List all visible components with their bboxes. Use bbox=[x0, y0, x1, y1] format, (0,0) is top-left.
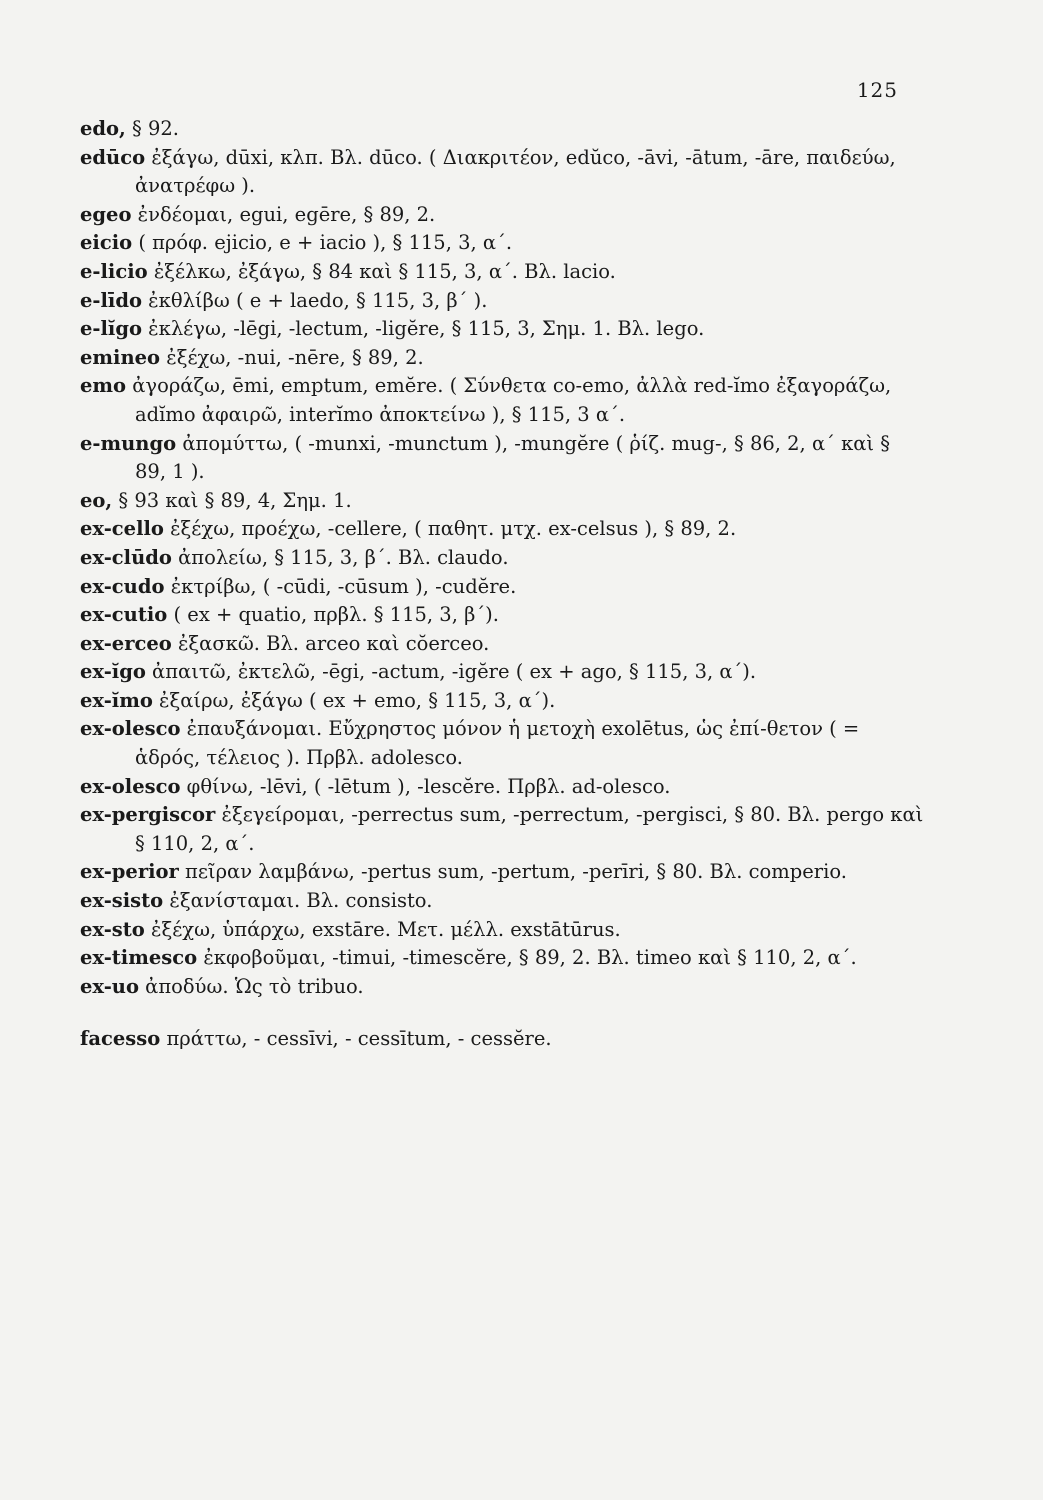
definition: ἐξεγείρομαι, -perrectus sum, -perrectum, -pergisci, § 80. Βλ. pergo καὶ § 110, 2, α΄. bbox=[135, 803, 924, 855]
headword: ex-uo bbox=[80, 974, 139, 998]
headword: edo, bbox=[80, 117, 126, 140]
definition: ἐξέχω, προέχω, -cellere, ( παθητ. μτχ. ex-celsus ), § 89, 2. bbox=[170, 517, 737, 541]
entry bbox=[80, 973, 925, 1002]
entry bbox=[80, 1025, 925, 1054]
definition: πεῖραν λαμβάνω, -pertus sum, -pertum, -perīri, § 80. Βλ. comperio. bbox=[185, 860, 847, 884]
headword: ex-cutio bbox=[80, 603, 168, 627]
definition: ἐνδέομαι, egui, egēre, § 89, 2. bbox=[137, 202, 436, 226]
entry bbox=[80, 687, 925, 716]
entry bbox=[80, 658, 925, 687]
entry bbox=[80, 229, 925, 258]
definition: ἀγοράζω, ēmi, emptum, emĕre. ( Σύνθετα co-emo, ἀλλὰ red-ĭmo ἐξαγοράζω, adĭmo ἀφαιρῶ, interĭmo ἀποκτείνω ), § 115, 3 α΄. bbox=[132, 374, 892, 426]
headword: e-līdo bbox=[80, 288, 142, 312]
definition: ἐξάγω, dūxi, κλπ. Βλ. dūco. ( Διακριτέον, edŭco, -āvi, -ātum, -āre, παιδεύω, ἀνατρέφω ). bbox=[135, 145, 896, 198]
definition: ἀπαιτῶ, ἐκτελῶ, -ēgi, -actum, -igĕre ( ex + ago, § 115, 3, α΄). bbox=[152, 660, 757, 684]
definition: ἀπομύττω, ( -munxi, -munctum ), -mungĕre ( ῥίζ. mug-, § 86, 2, α΄ καὶ § 89, 1 ). bbox=[135, 431, 891, 484]
definition: ἐκλέγω, -lēgi, -lectum, -ligĕre, § 115, 3, Σημ. 1. Βλ. lego. bbox=[148, 317, 705, 341]
entry bbox=[80, 258, 925, 287]
headword: egeo bbox=[80, 202, 132, 226]
entry bbox=[80, 944, 925, 973]
entry bbox=[80, 372, 925, 429]
definition: ἐξανίσταμαι. Βλ. consisto. bbox=[169, 889, 433, 913]
entry bbox=[80, 601, 925, 630]
entry bbox=[80, 887, 925, 916]
definition: ἀπολείω, § 115, 3, β΄. Βλ. claudo. bbox=[178, 545, 509, 569]
headword: ex-ĭmo bbox=[80, 688, 153, 712]
definition: ἀποδύω. Ὡς τὸ tribuo. bbox=[145, 974, 364, 998]
entry bbox=[80, 430, 925, 487]
entry bbox=[80, 287, 925, 316]
headword: ex-cello bbox=[80, 517, 164, 541]
definition: § 92. bbox=[132, 117, 180, 140]
entry bbox=[80, 715, 925, 772]
section-gap bbox=[80, 1001, 925, 1025]
headword: ex-ĭgo bbox=[80, 660, 146, 684]
entry bbox=[80, 315, 925, 344]
definition: ἐξέχω, ὑπάρχω, exstāre. Μετ. μέλλ. exstātūrus. bbox=[150, 917, 621, 941]
headword: ex-sisto bbox=[80, 889, 164, 913]
headword: facesso bbox=[80, 1027, 161, 1051]
definition: ἐξέλκω, ἐξάγω, § 84 καὶ § 115, 3, α΄. Βλ. lacio. bbox=[153, 259, 616, 283]
definition: ( ex + quatio, πρβλ. § 115, 3, β΄). bbox=[173, 603, 499, 627]
headword: ex-olesco bbox=[80, 774, 181, 798]
entry bbox=[80, 573, 925, 602]
headword: emineo bbox=[80, 345, 161, 369]
entry bbox=[80, 515, 925, 544]
headword: ex-pergiscor bbox=[80, 803, 216, 827]
definition: § 93 καὶ § 89, 4, Σημ. 1. bbox=[118, 488, 352, 512]
entry bbox=[80, 487, 925, 516]
entry bbox=[80, 544, 925, 573]
headword: e-lĭgo bbox=[80, 317, 142, 341]
headword: eo, bbox=[80, 488, 113, 512]
definition: ἐξαίρω, ἐξάγω ( ex + emo, § 115, 3, α΄). bbox=[159, 688, 556, 712]
entry bbox=[80, 144, 925, 201]
headword: ex-olesco bbox=[80, 717, 181, 741]
page-number: 125 bbox=[856, 78, 898, 102]
definition: ἐξέχω, -nui, -nēre, § 89, 2. bbox=[166, 345, 424, 369]
definition: ἐκφοβοῦμαι, -timui, -timescĕre, § 89, 2. Βλ. timeo καὶ § 110, 2, α΄. bbox=[203, 946, 857, 970]
entry bbox=[80, 858, 925, 887]
entry bbox=[80, 201, 925, 230]
entry bbox=[80, 916, 925, 945]
dictionary-entries bbox=[80, 115, 925, 1054]
entry bbox=[80, 801, 925, 858]
headword: ex-cudo bbox=[80, 574, 165, 598]
definition: ἐκτρίβω, ( -cūdi, -cūsum ), -cudĕre. bbox=[170, 574, 517, 598]
definition: ( πρόφ. ejicio, e + iacio ), § 115, 3, α΄. bbox=[138, 231, 513, 255]
entry bbox=[80, 344, 925, 373]
headword: ex-timesco bbox=[80, 946, 198, 970]
entry bbox=[80, 773, 925, 802]
definition: ἐπαυξάνομαι. Εὔχρηστος μόνον ἡ μετοχὴ exolētus, ὡς ἐπί-θετον ( = ἁδρός, τέλειος ). Πρβλ. adolesco. bbox=[135, 717, 860, 770]
headword: emo bbox=[80, 374, 127, 398]
headword: e-mungo bbox=[80, 431, 177, 455]
headword: ex-erceo bbox=[80, 631, 172, 655]
entry bbox=[80, 630, 925, 659]
definition: φθίνω, -lēvi, ( -lētum ), -lescĕre. Πρβλ. ad-olesco. bbox=[186, 774, 671, 798]
definition: ἐκθλίβω ( e + laedo, § 115, 3, β΄ ). bbox=[148, 288, 488, 312]
headword: e-licio bbox=[80, 259, 148, 283]
headword: ex-perior bbox=[80, 860, 179, 884]
headword: ex-sto bbox=[80, 917, 145, 941]
definition: ἐξασκῶ. Βλ. arceo καὶ cŏerceo. bbox=[177, 631, 490, 655]
headword: eicio bbox=[80, 231, 133, 255]
entry bbox=[80, 115, 925, 144]
headword: ex-clūdo bbox=[80, 545, 172, 569]
headword: edūco bbox=[80, 145, 146, 169]
definition: πράττω, - cessīvi, - cessītum, - cessĕre. bbox=[166, 1027, 552, 1051]
